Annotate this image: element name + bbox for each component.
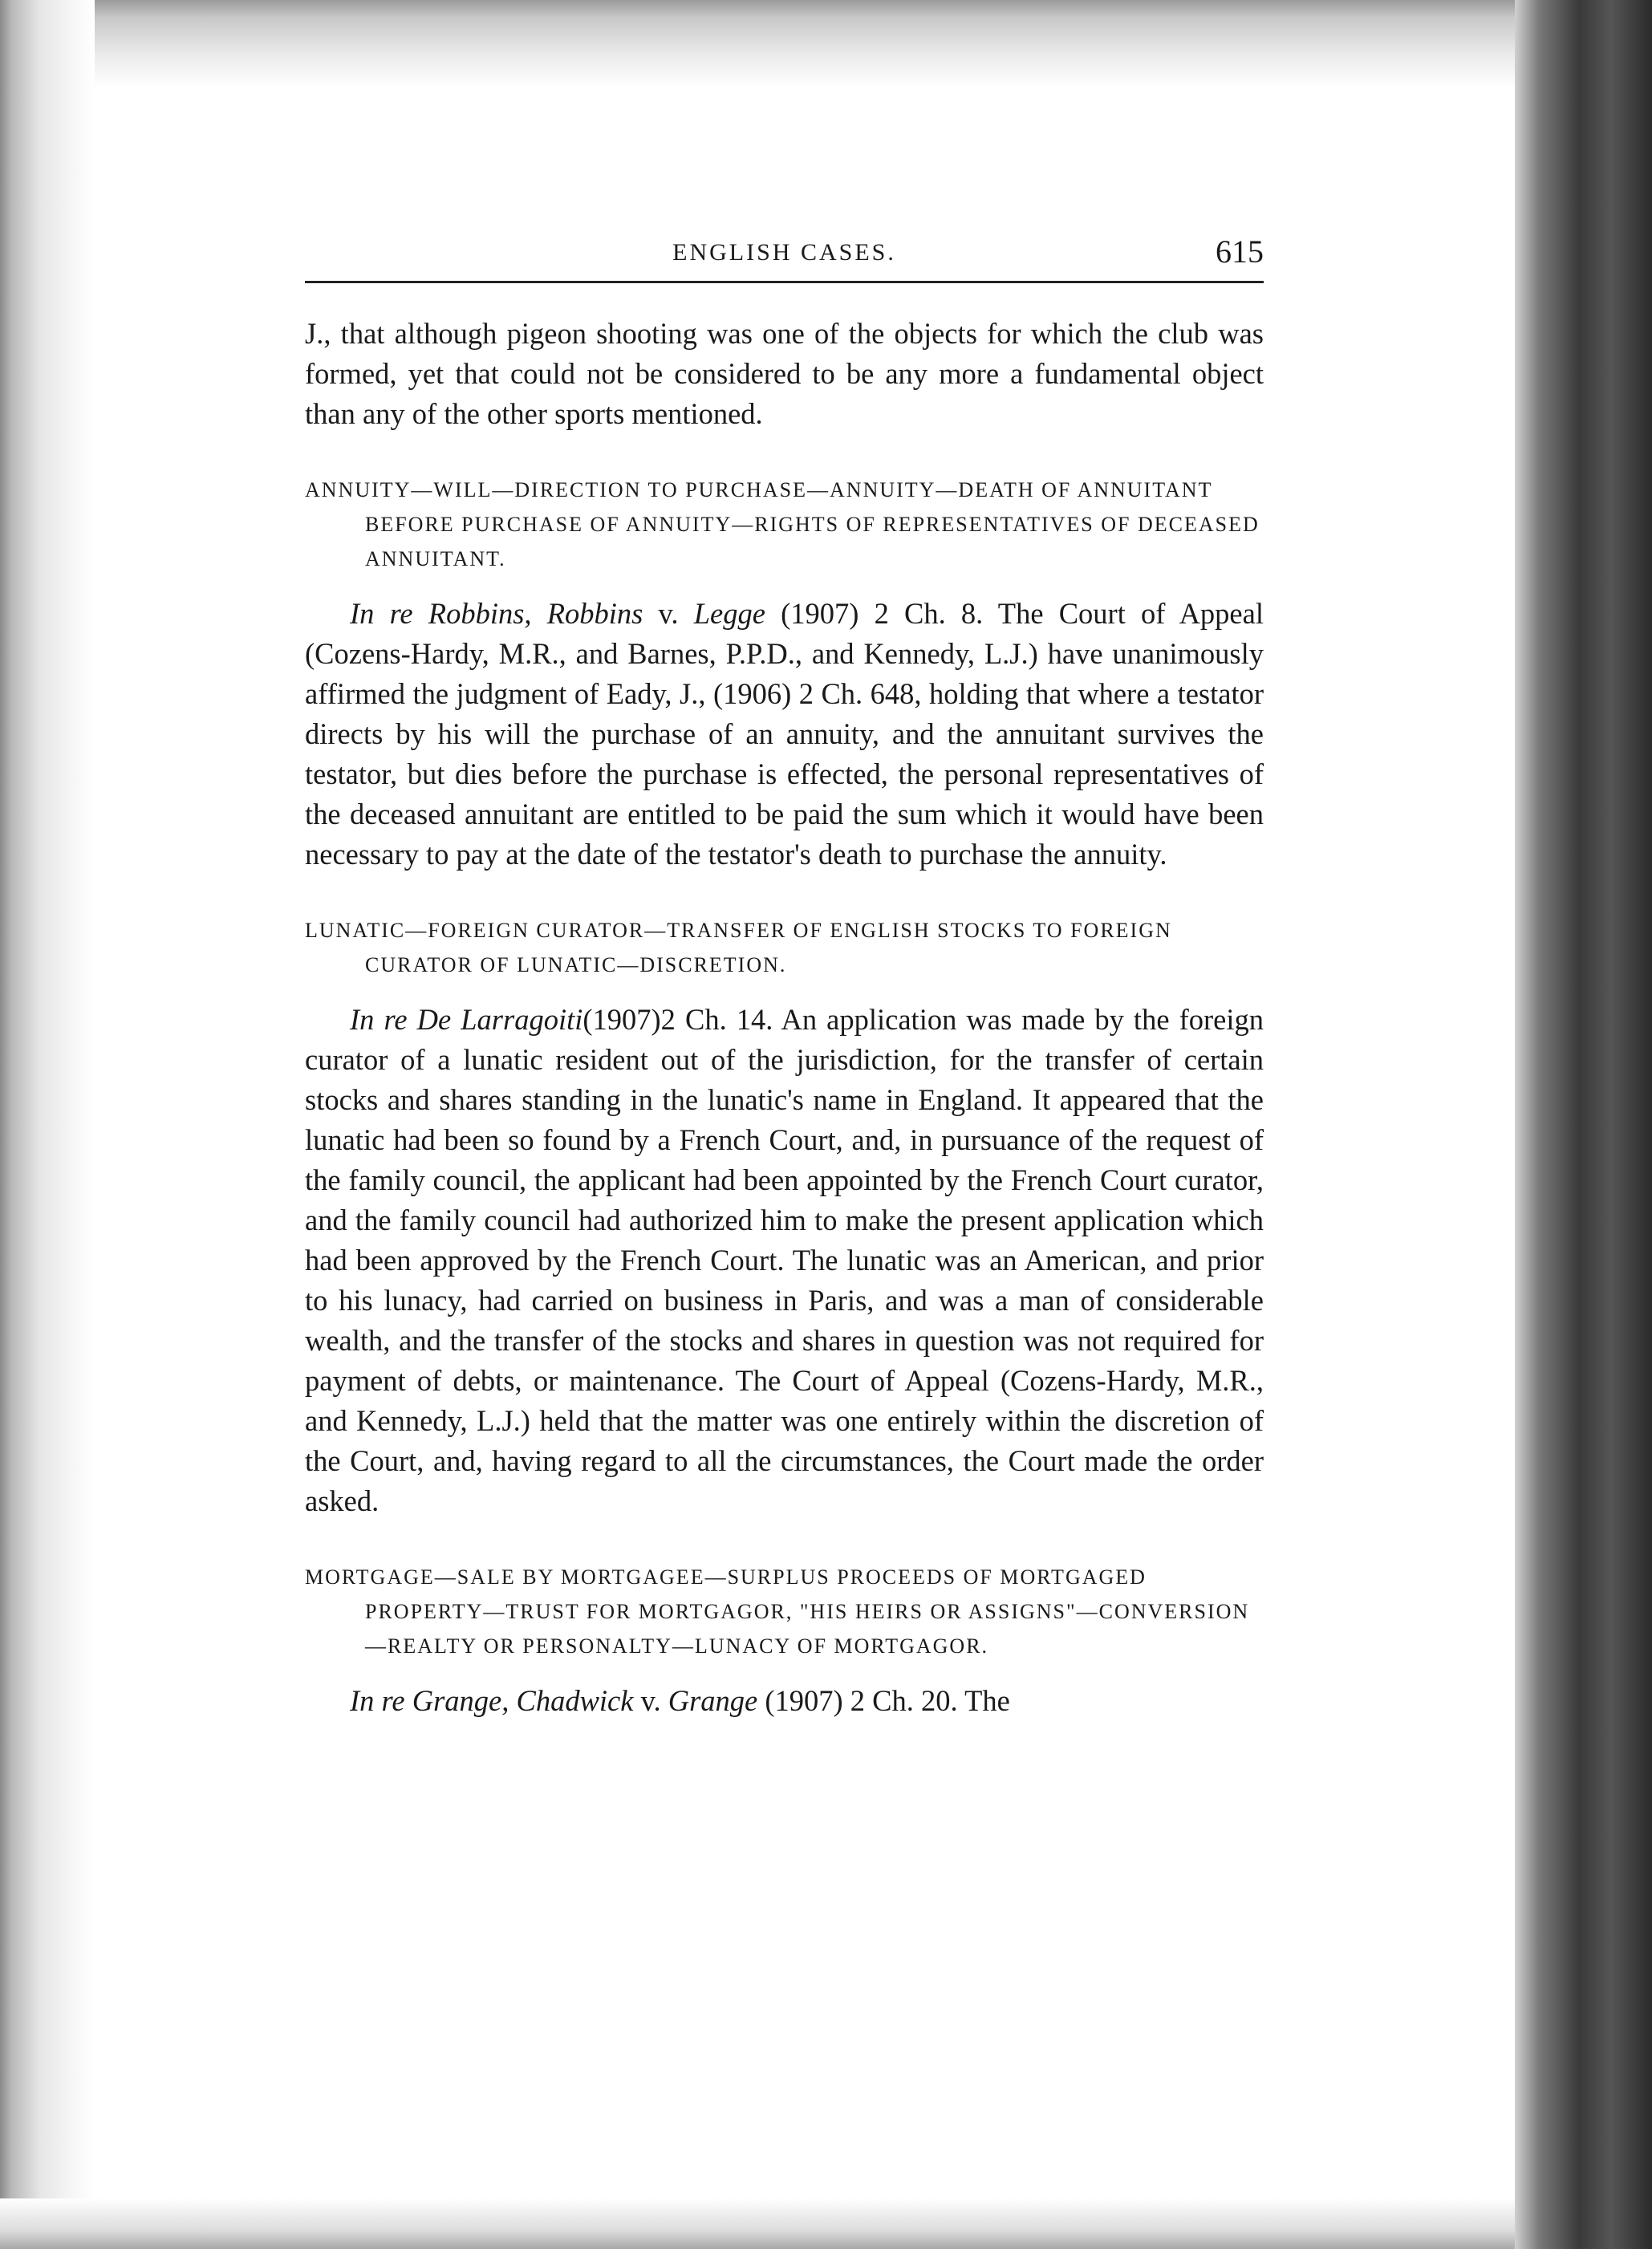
case-paragraph-de-larragoiti bbox=[305, 1000, 1264, 1521]
case-vs: v. bbox=[633, 1684, 668, 1717]
case-paragraph-robbins bbox=[305, 594, 1264, 875]
case-text: (1907)2 Ch. 14. An application was made by the foreign curator of a lunatic resident out of the jurisdiction, for the transfer of certain stocks and shares standing in the lunatic's name in England. It appeared that the lunatic had been so found by a French Court, and, in pursuance of the request of the family council, the applicant had been appointed by the French Court curator, and the family council had authorized him to make the present application which had been approved by the French Court. The lunatic was an American, and prior to his lunacy, had carried on business in Paris, and was a man of considerable wealth, and the transfer of the stocks and shares in question was not required for payment of debts, or maintenance. The Court of Appeal (Cozens-Hardy, M.R., and Kennedy, L.J.) held that the matter was one entirely within the discretion of the Court, and, having regard to all the circumstances, the Court made the order asked. bbox=[305, 1003, 1264, 1517]
document-page bbox=[305, 233, 1264, 1721]
section-heading-mortgage bbox=[305, 1560, 1264, 1663]
opening-paragraph: J., that although pigeon shooting was one of the objects for which the club was formed, yet that could not be considered to be any more a fundamental object than any of the other sports mentioned. bbox=[305, 317, 1264, 430]
case-text: (1907) 2 Ch. 20. The bbox=[757, 1684, 1010, 1717]
scan-edge-top bbox=[0, 0, 1652, 88]
running-head bbox=[305, 233, 1264, 281]
scan-edge-right bbox=[1515, 0, 1652, 2249]
case-name: In re Robbins, Robbins bbox=[350, 597, 643, 630]
case-name: In re De Larragoiti bbox=[350, 1003, 583, 1036]
heading-text: MORTGAGE—SALE BY MORTGAGEE—SURPLUS PROCEEDS OF MORTGAGED PROPERTY—TRUST FOR MORTGAGOR, "HIS HEIRS OR ASSIGNS"—CONVERSION—REALTY OR PERSONALTY—LUNACY OF MORTGAGOR. bbox=[305, 1565, 1250, 1658]
case-paragraph-grange bbox=[305, 1681, 1264, 1721]
section-heading-annuity bbox=[305, 473, 1264, 576]
case-name: In re Grange, Chadwick bbox=[350, 1684, 634, 1717]
section-heading-lunatic bbox=[305, 913, 1264, 982]
scan-edge-left bbox=[0, 0, 95, 2249]
header-rule bbox=[305, 281, 1264, 283]
running-head-title: ENGLISH CASES. bbox=[672, 239, 896, 266]
case-text: (1907) 2 Ch. 8. The Court of Appeal (Cozens-Hardy, M.R., and Barnes, P.P.D., and Kennedy, L.J.) have unanimously affirmed the judgment of Eady, J., (1906) 2 Ch. 648, holding that where a testator directs by his will the purchase of an annuity, and the annuitant survives the testator, but dies before the purchase is effected, the personal representatives of the deceased annuitant are entitled to be paid the sum which it would have been necessary to pay at the date of the testator's death to purchase the annuity. bbox=[305, 597, 1264, 871]
heading-text: ANNUITY—WILL—DIRECTION TO PURCHASE—ANNUITY—DEATH OF ANNUITANT BEFORE PURCHASE OF ANNUITY—RIGHTS OF REPRESENTATIVES OF DECEASED ANNUITANT. bbox=[305, 478, 1260, 570]
case-vs: v. bbox=[643, 597, 694, 630]
page-number: 615 bbox=[1216, 233, 1264, 270]
case-party: Legge bbox=[693, 597, 765, 630]
scan-edge-bottom bbox=[0, 2198, 1515, 2249]
case-party: Grange bbox=[668, 1684, 758, 1717]
heading-text: LUNATIC—FOREIGN CURATOR—TRANSFER OF ENGLISH STOCKS TO FOREIGN CURATOR OF LUNATIC—DISCRETION. bbox=[305, 919, 1172, 976]
